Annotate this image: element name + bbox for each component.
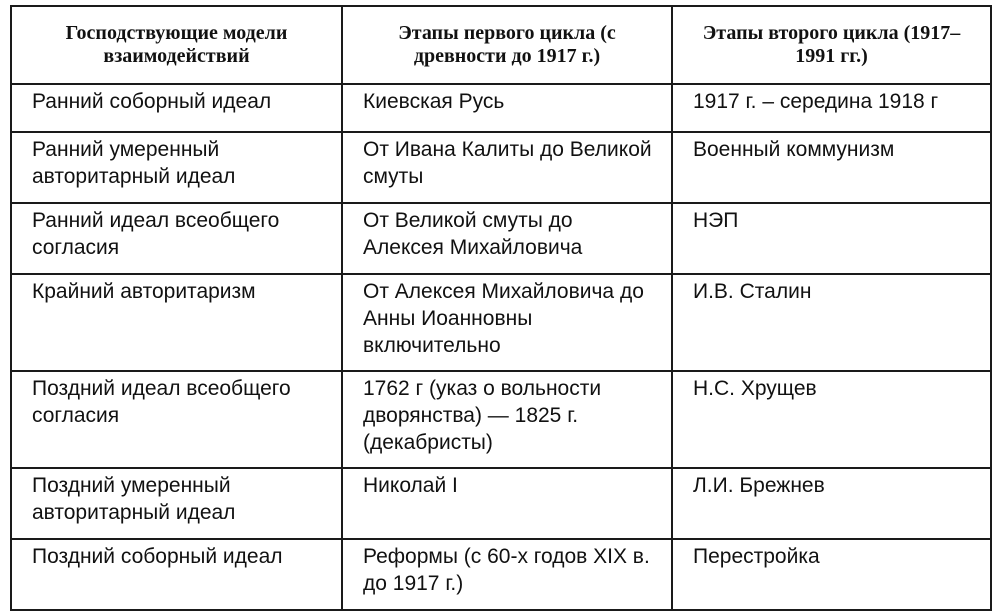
table-row <box>11 539 991 610</box>
table-body <box>11 84 991 610</box>
table-row <box>11 132 991 203</box>
table-row <box>11 203 991 274</box>
cell-first-cycle: Киевская Русь <box>342 84 672 132</box>
cell-first-cycle: 1762 г (указ о вольности дворянства) — 1825 г. (декабристы) <box>342 371 672 468</box>
table-header <box>11 6 991 84</box>
cell-model: Ранний идеал всеобщего согласия <box>11 203 342 274</box>
cell-first-cycle: Реформы (с 60-х годов XIX в. до 1917 г.) <box>342 539 672 610</box>
cell-first-cycle: Николай I <box>342 468 672 539</box>
header-first-cycle: Этапы первого цикла (с древности до 1917 г.) <box>342 6 672 84</box>
header-row <box>11 6 991 84</box>
cell-model: Крайний авторитаризм <box>11 274 342 371</box>
cell-model: Поздний умеренный авторитарный идеал <box>11 468 342 539</box>
table-row <box>11 468 991 539</box>
table-row <box>11 371 991 468</box>
models-table <box>10 5 992 611</box>
cell-first-cycle: От Алексея Михайловича до Анны Иоанновны включительно <box>342 274 672 371</box>
cell-first-cycle: От Ивана Калиты до Великой смуты <box>342 132 672 203</box>
table-row <box>11 84 991 132</box>
cell-model: Ранний умеренный авторитарный идеал <box>11 132 342 203</box>
cell-second-cycle: И.В. Сталин <box>672 274 991 371</box>
cell-first-cycle: От Великой смуты до Алексея Михайловича <box>342 203 672 274</box>
header-models: Господствующие модели взаимодействий <box>11 6 342 84</box>
cell-model: Поздний идеал всеобщего согласия <box>11 371 342 468</box>
cell-second-cycle: Военный коммунизм <box>672 132 991 203</box>
cell-second-cycle: Перестройка <box>672 539 991 610</box>
header-second-cycle: Этапы второго цикла (1917–1991 гг.) <box>672 6 991 84</box>
table-row <box>11 274 991 371</box>
cell-second-cycle: 1917 г. – середина 1918 г <box>672 84 991 132</box>
cell-model: Поздний соборный идеал <box>11 539 342 610</box>
cell-second-cycle: Н.С. Хрущев <box>672 371 991 468</box>
cell-second-cycle: Л.И. Брежнев <box>672 468 991 539</box>
cell-model: Ранний соборный идеал <box>11 84 342 132</box>
cell-second-cycle: НЭП <box>672 203 991 274</box>
